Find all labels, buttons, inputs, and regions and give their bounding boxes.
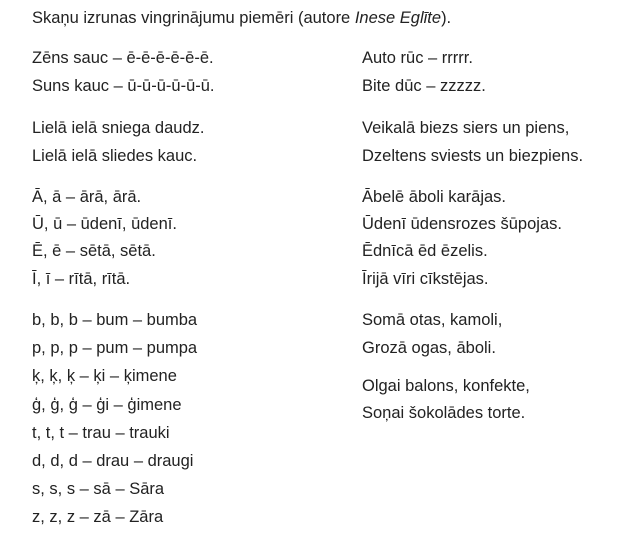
- verse-line: Grozā ogas, āboli.: [362, 339, 496, 357]
- verse-line: Zēns sauc – ē-ē-ē-ē-ē-ē.: [32, 49, 214, 67]
- verse-line: Lielā ielā sliedes kauc.: [32, 147, 198, 165]
- verse-line: Ī, ī – rītā, rītā.: [32, 270, 131, 288]
- verse-line: Dzeltens sviests un biezpiens.: [362, 147, 584, 165]
- verse-line: Ēdnīcā ēd ēzelis.: [362, 242, 488, 260]
- verse-line: Ābelē āboli karājas.: [362, 188, 507, 206]
- title-prefix: Skaņu izrunas vingrinājumu piemēri (autore: [32, 9, 355, 27]
- page-title: [32, 9, 451, 28]
- verse-line: Ā, ā – ārā, ārā.: [32, 188, 142, 206]
- verse-line: Lielā ielā sniega daudz.: [32, 119, 205, 137]
- verse-line: s, s, s – sā – Sāra: [32, 480, 165, 498]
- verse-line: Veikalā biezs siers un piens,: [362, 119, 570, 137]
- verse-line: Soņai šokolādes torte.: [362, 404, 526, 422]
- verse-line: p, p, p – pum – pumpa: [32, 339, 198, 357]
- author-name: Inese Eglīte: [354, 9, 442, 27]
- verse-line: Ū, ū – ūdenī, ūdenī.: [32, 215, 177, 233]
- verse-line: Auto rūc – rrrrr.: [362, 49, 473, 67]
- verse-line: t, t, t – trau – trauki: [32, 424, 170, 442]
- verse-line: d, d, d – drau – draugi: [32, 452, 194, 470]
- verse-line: b, b, b – bum – bumba: [32, 311, 198, 329]
- verse-line: Somā otas, kamoli,: [362, 311, 503, 329]
- verse-line: Bite dūc – zzzzz.: [362, 77, 486, 95]
- verse-line: z, z, z – zā – Zāra: [32, 508, 164, 526]
- verse-line: Ūdenī ūdensrozes šūpojas.: [362, 215, 562, 233]
- verse-line: Suns kauc – ū-ū-ū-ū-ū-ū.: [32, 77, 215, 95]
- verse-line: ģ, ģ, ģ – ģi – ģimene: [32, 396, 182, 414]
- verse-line: Olgai balons, konfekte,: [362, 377, 530, 395]
- verse-line: ķ, ķ, ķ – ķi – ķimene: [32, 367, 177, 385]
- title-suffix: ).: [441, 9, 452, 27]
- verse-line: Īrijā vīri cīkstējas.: [362, 270, 489, 288]
- verse-line: Ē, ē – sētā, sētā.: [32, 242, 156, 260]
